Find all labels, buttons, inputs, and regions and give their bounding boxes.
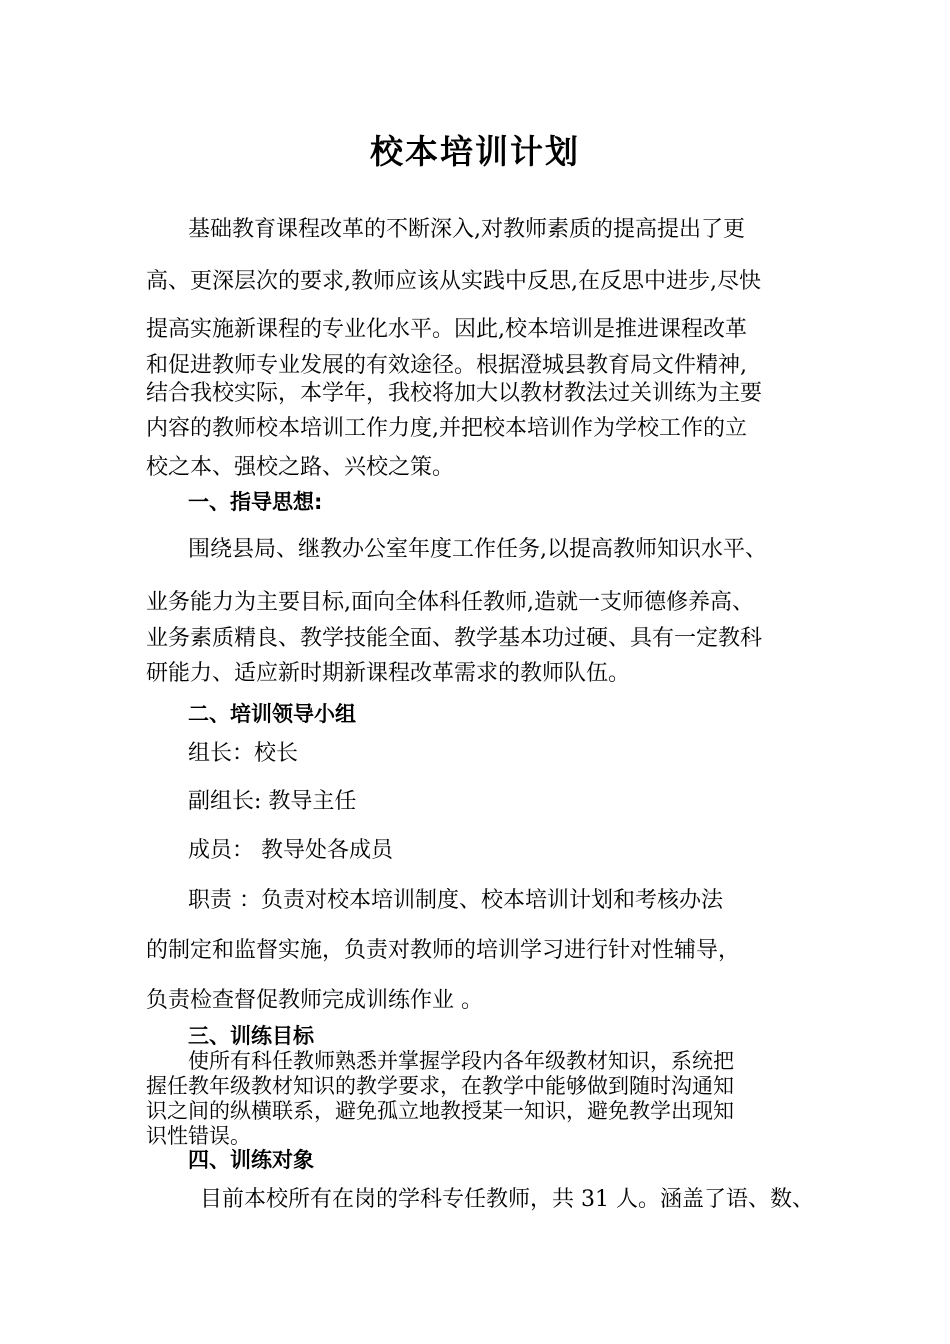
intro-line: 基础教育课程改革的不断深入,对教师素质的提高提出了更 bbox=[188, 217, 745, 242]
intro-line: 校之本、强校之路、兴校之策。 bbox=[146, 455, 455, 480]
section-heading-training-goals: 三、训练目标 bbox=[188, 1024, 314, 1048]
duty-line: 的制定和监督实施，负责对教师的培训学习进行针对性辅导， bbox=[146, 938, 741, 963]
section3-line: 握任教年级教材知识的教学要求，在教学中能够做到随时沟通知 bbox=[146, 1074, 734, 1098]
section-heading-leadership-group: 二、培训领导小组 bbox=[188, 702, 356, 726]
section1-line: 业务能力为主要目标,面向全体科任教师,造就一支师德修养高、 bbox=[146, 590, 754, 615]
section1-line: 研能力、适应新时期新课程改革需求的教师队伍。 bbox=[146, 661, 631, 686]
intro-line: 提高实施新课程的专业化水平。因此,校本培训是推进课程改革 bbox=[146, 317, 747, 342]
intro-line: 内容的教师校本培训工作力度,并把校本培训作为学校工作的立 bbox=[146, 416, 747, 441]
intro-line: 结合我校实际，本学年，我校将加大以教材教法过关训练为主要 bbox=[146, 381, 763, 406]
group-members: 成员： 教导处各成员 bbox=[188, 838, 393, 863]
section-heading-guiding-ideology: 一、指导思想: bbox=[188, 490, 323, 514]
group-deputy: 副组长: 教导主任 bbox=[188, 789, 357, 814]
duty-line: 负责检查督促教师完成训练作业 。 bbox=[146, 988, 483, 1013]
section1-line: 业务素质精良、教学技能全面、教学基本功过硬、具有一定教科 bbox=[146, 626, 763, 651]
section3-line: 识性错误。 bbox=[146, 1124, 251, 1148]
section3-line: 使所有科任教师熟悉并掌握学段内各年级教材知识，系统把 bbox=[188, 1049, 734, 1073]
section1-line: 围绕县局、继教办公室年度工作任务,以提高教师知识水平、 bbox=[188, 537, 767, 562]
intro-line: 和促进教师专业发展的有效途径。根据澄城县教育局文件精神, bbox=[146, 353, 747, 378]
document-title: 校本培训计划 bbox=[370, 132, 580, 171]
section4-line: 目前本校所有在岗的学科专任教师，共 31 人。涵盖了语、数、 bbox=[200, 1187, 814, 1212]
intro-line: 高、更深层次的要求,教师应该从实践中反思,在反思中进步,尽快 bbox=[146, 269, 761, 294]
section-heading-training-targets: 四、训练对象 bbox=[188, 1148, 314, 1172]
duty-line: 职责 ：负责对校本培训制度、校本培训计划和考核办法 bbox=[188, 888, 723, 913]
group-leader: 组长：校长 bbox=[188, 741, 299, 766]
section3-line: 识之间的纵横联系，避免孤立地教授某一知识，避免教学出现知 bbox=[146, 1099, 734, 1123]
